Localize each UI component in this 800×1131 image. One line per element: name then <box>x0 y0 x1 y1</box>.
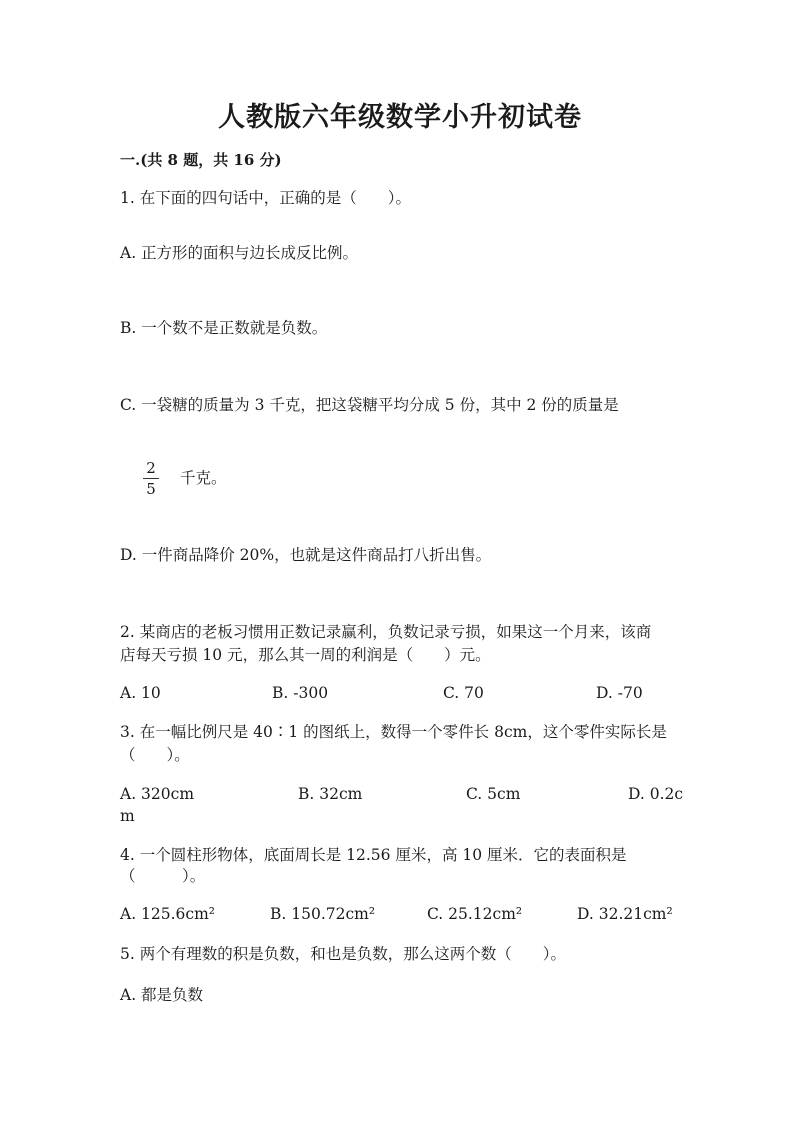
question-2-stem-line-1: 2. 某商店的老板习惯用正数记录赢利，负数记录亏损，如果这一个月来，该商 <box>120 623 652 641</box>
question-2-stem-line-2: 店每天亏损 10 元，那么其一周的利润是（ ）元。 <box>120 646 491 664</box>
question-3-option-d: D. 0.2c <box>628 785 684 803</box>
question-4-option-c: C. 25.12cm² <box>427 905 523 923</box>
question-1-option-c: C. 一袋糖的质量为 3 千克，把这袋糖平均分成 5 份，其中 2 份的质量是 <box>120 396 619 414</box>
fraction-denominator: 5 <box>146 480 156 498</box>
question-2-option-a: A. 10 <box>120 684 161 702</box>
question-3-option-d-wrap: m <box>120 807 135 825</box>
question-3-stem-line-1: 3. 在一幅比例尺是 40∶1 的图纸上，数得一个零件长 8cm，这个零件实际长是 <box>120 723 667 741</box>
question-4-option-a: A. 125.6cm² <box>120 905 216 923</box>
question-4-option-d: D. 32.21cm² <box>577 905 673 923</box>
question-1-option-b: B. 一个数不是正数就是负数。 <box>120 319 328 337</box>
question-3-option-b: B. 32cm <box>298 785 363 803</box>
question-3-option-a: A. 320cm <box>120 785 195 803</box>
question-5-option-a: A. 都是负数 <box>120 986 204 1004</box>
question-4-stem-line-1: 4. 一个圆柱形物体，底面周长是 12.56 厘米，高 10 厘米．它的表面积是 <box>120 846 627 864</box>
question-3-stem-line-2: （ ）。 <box>120 746 190 764</box>
question-1-option-a: A. 正方形的面积与边长成反比例。 <box>120 244 359 262</box>
fraction-two-fifths <box>143 459 159 498</box>
fraction-numerator: 2 <box>143 459 159 479</box>
question-1-option-c-unit: 千克。 <box>180 469 227 487</box>
exam-title: 人教版六年级数学小升初试卷 <box>218 102 582 133</box>
question-4-option-b: B. 150.72cm² <box>270 905 376 923</box>
section-heading: 一.(共 8 题，共 16 分) <box>120 151 282 169</box>
question-4-stem-line-2: （ ）。 <box>120 867 206 885</box>
question-1-stem: 1. 在下面的四句话中，正确的是（ ）。 <box>120 189 411 207</box>
question-2-option-d: D. -70 <box>596 684 643 702</box>
question-2-option-c: C. 70 <box>443 684 484 702</box>
question-2-option-b: B. -300 <box>272 684 329 702</box>
question-3-option-c: C. 5cm <box>466 785 521 803</box>
question-5-stem: 5. 两个有理数的积是负数，和也是负数，那么这两个数（ ）。 <box>120 945 566 963</box>
question-1-option-d: D. 一件商品降价 20%，也就是这件商品打八折出售。 <box>120 546 492 564</box>
